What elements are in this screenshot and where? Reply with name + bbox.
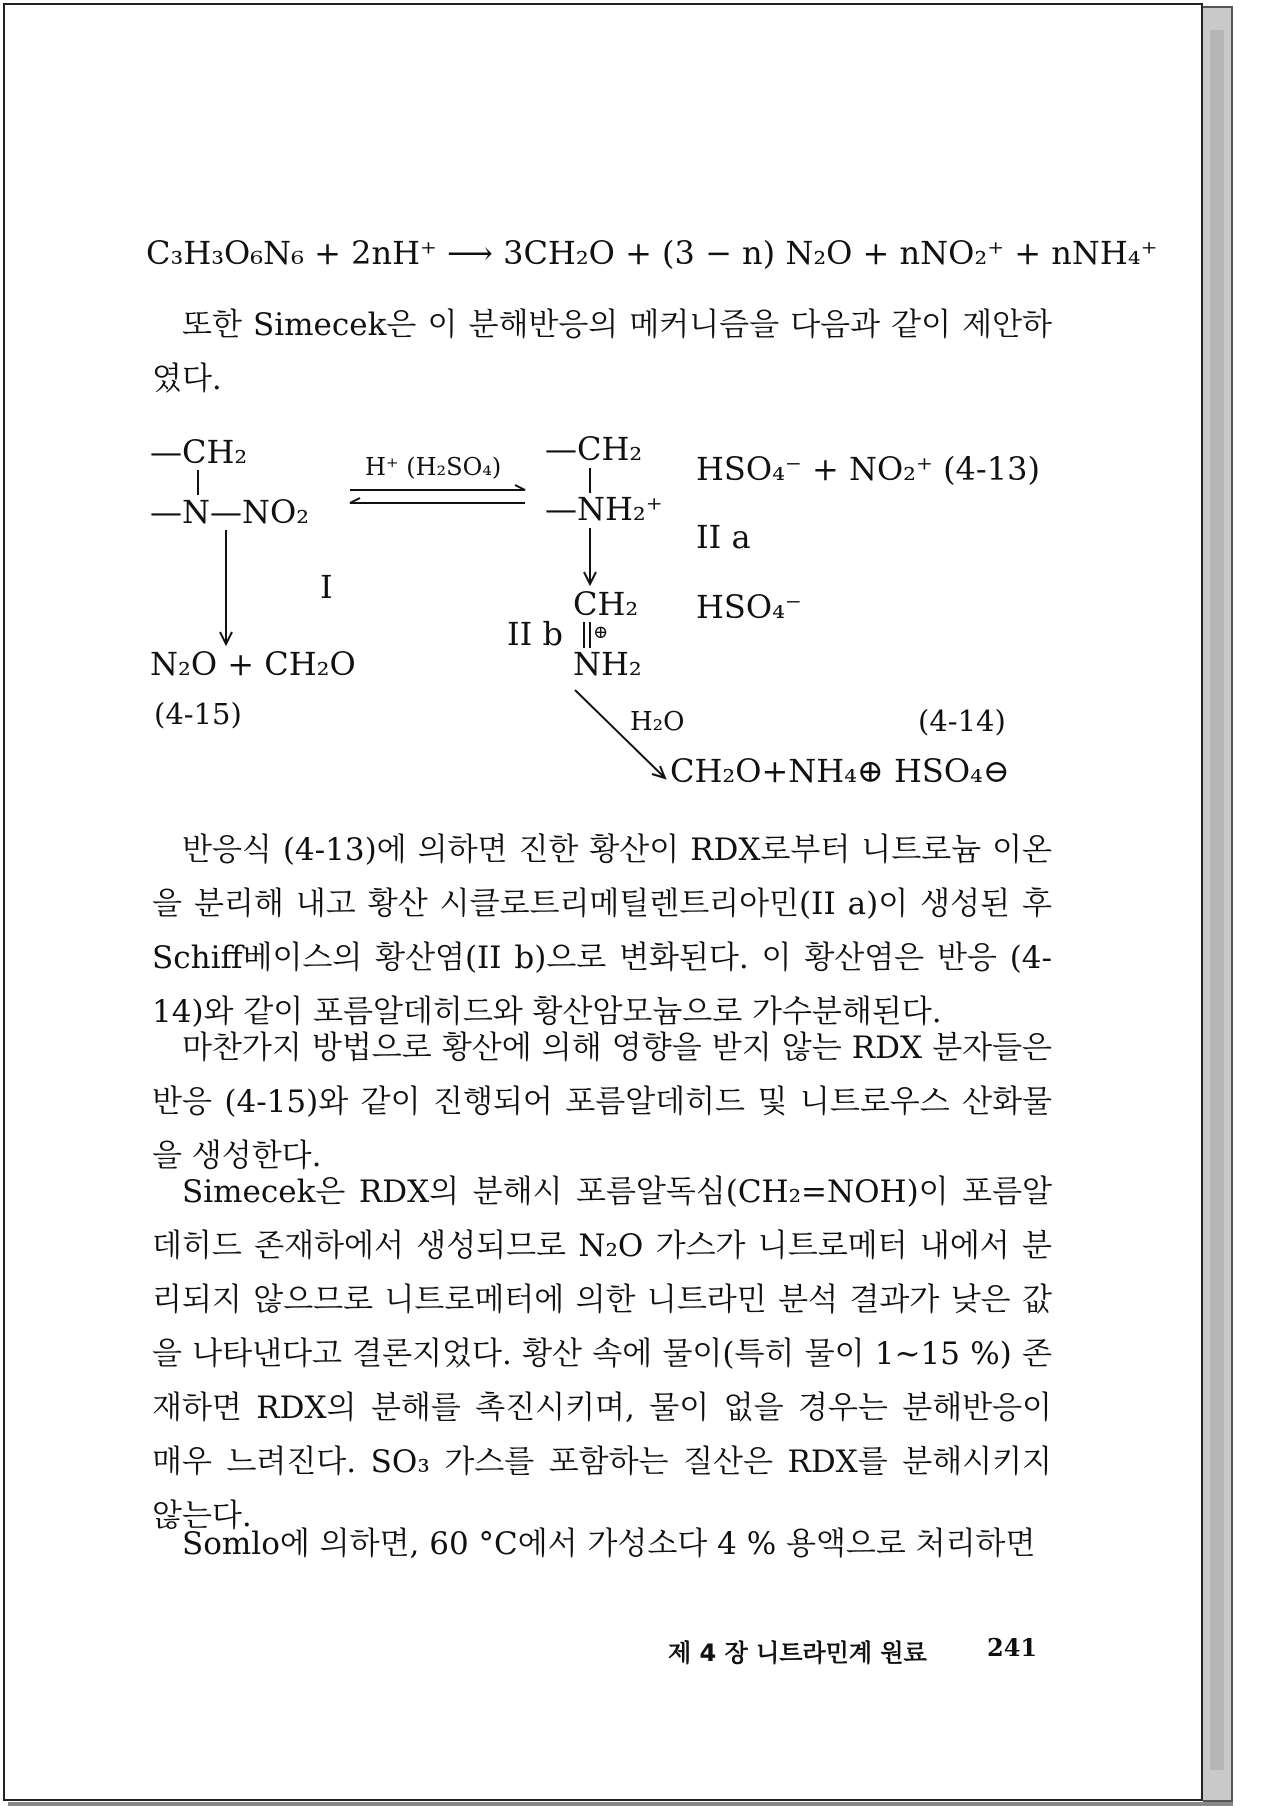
scheme-eq-4-14: (4-14) [918,704,1006,738]
scheme-ch2-mid: CH₂ [573,585,639,623]
scheme-hso4-mid: HSO₄⁻ [696,588,802,626]
scheme-ch2-top: —CH₂ [150,433,248,471]
scheme-label-i: I [320,568,333,606]
eq-nnh4: + nNH₄⁺ [1014,234,1158,272]
scheme-ii-b: II b [507,615,563,653]
eq-nno2: + nNO₂⁺ [862,234,1005,272]
scheme-products: CH₂O+NH₄⊕ HSO₄⊖ [670,752,1010,790]
scheme-eq-4-15: (4-15) [154,697,242,731]
scheme-n-no2: —N—NO₂ [150,493,310,531]
scheme-plus-sign: ⊕ [593,622,609,643]
paragraph-1: 반응식 (4-13)에 의하면 진한 황산이 RDX로부터 니트로늄 이온을 분리해 내고 황산 시클로트리메틸렌트리아민(II a)이 생성된 후 Schiff베이스의 황산염(II b)으로 변화된다. 이 황산염은 반응 (4-14)와 같이 포름알데히드와 황산암모늄으로 가수분해된다. [152,832,1052,1030]
footer-chapter: 제 4 장 니트라민계 원료 [668,1639,927,1667]
scheme-n2o-ch2o: N₂O + CH₂O [150,645,356,683]
scheme-h2o: H₂O [630,707,685,737]
eq-2nh: + 2nH⁺ [314,234,437,272]
scheme-hso4-no2: HSO₄⁻ + NO₂⁺ (4-13) [696,450,1040,488]
scheme-ii-a: II a [696,518,751,556]
paragraph-3: Simecek은 RDX의 분해시 포름알독심(CH₂=NOH)이 포름알데히드 존재하에서 생성되므로 N₂O 가스가 니트로메터 내에서 분리되지 않으므로 니트로메터에 의한 니트라민 분석 결과가 낮은 값을 나타낸다고 결론지었다. 황산 속에 물이(특히 물이 1~15 %) 존재하면 RDX의 분해를 촉진시키며, 물이 없을 경우는 분해반응이 매우 느려진다. SO₃ 가스를 포함하는 질산은 RDX를 분해시키지 않는다. [152,1174,1052,1534]
eq-reactant: C₃H₃O₆N₆ [146,234,304,272]
scheme-nh2-mid: NH₂ [573,645,642,683]
eq-3ch2o: 3CH₂O [503,234,615,272]
paragraph-2: 마찬가지 방법으로 황산에 의해 영향을 받지 않는 RDX 분자들은 반응 (4-15)와 같이 진행되어 포름알데히드 및 니트로우스 산화물을 생성한다. [152,1030,1052,1174]
paragraph-4: Somlo에 의하면, 60 °C에서 가성소다 4 % 용액으로 처리하면 [182,1526,1036,1562]
footer-page-number: 241 [987,1633,1038,1662]
eq-3n-n2o: + (3 − n) N₂O [625,234,853,272]
scheme-nh2-plus: —NH₂⁺ [545,490,663,528]
intro-paragraph: 또한 Simecek은 이 분해반응의 메커니즘을 다음과 같이 제안하였다. [152,307,1052,397]
scheme-ch2-right: —CH₂ [545,430,643,468]
scheme-arrow-label: H⁺ (H₂SO₄) [365,453,502,481]
eq-arrow: ⟶ [447,234,493,272]
